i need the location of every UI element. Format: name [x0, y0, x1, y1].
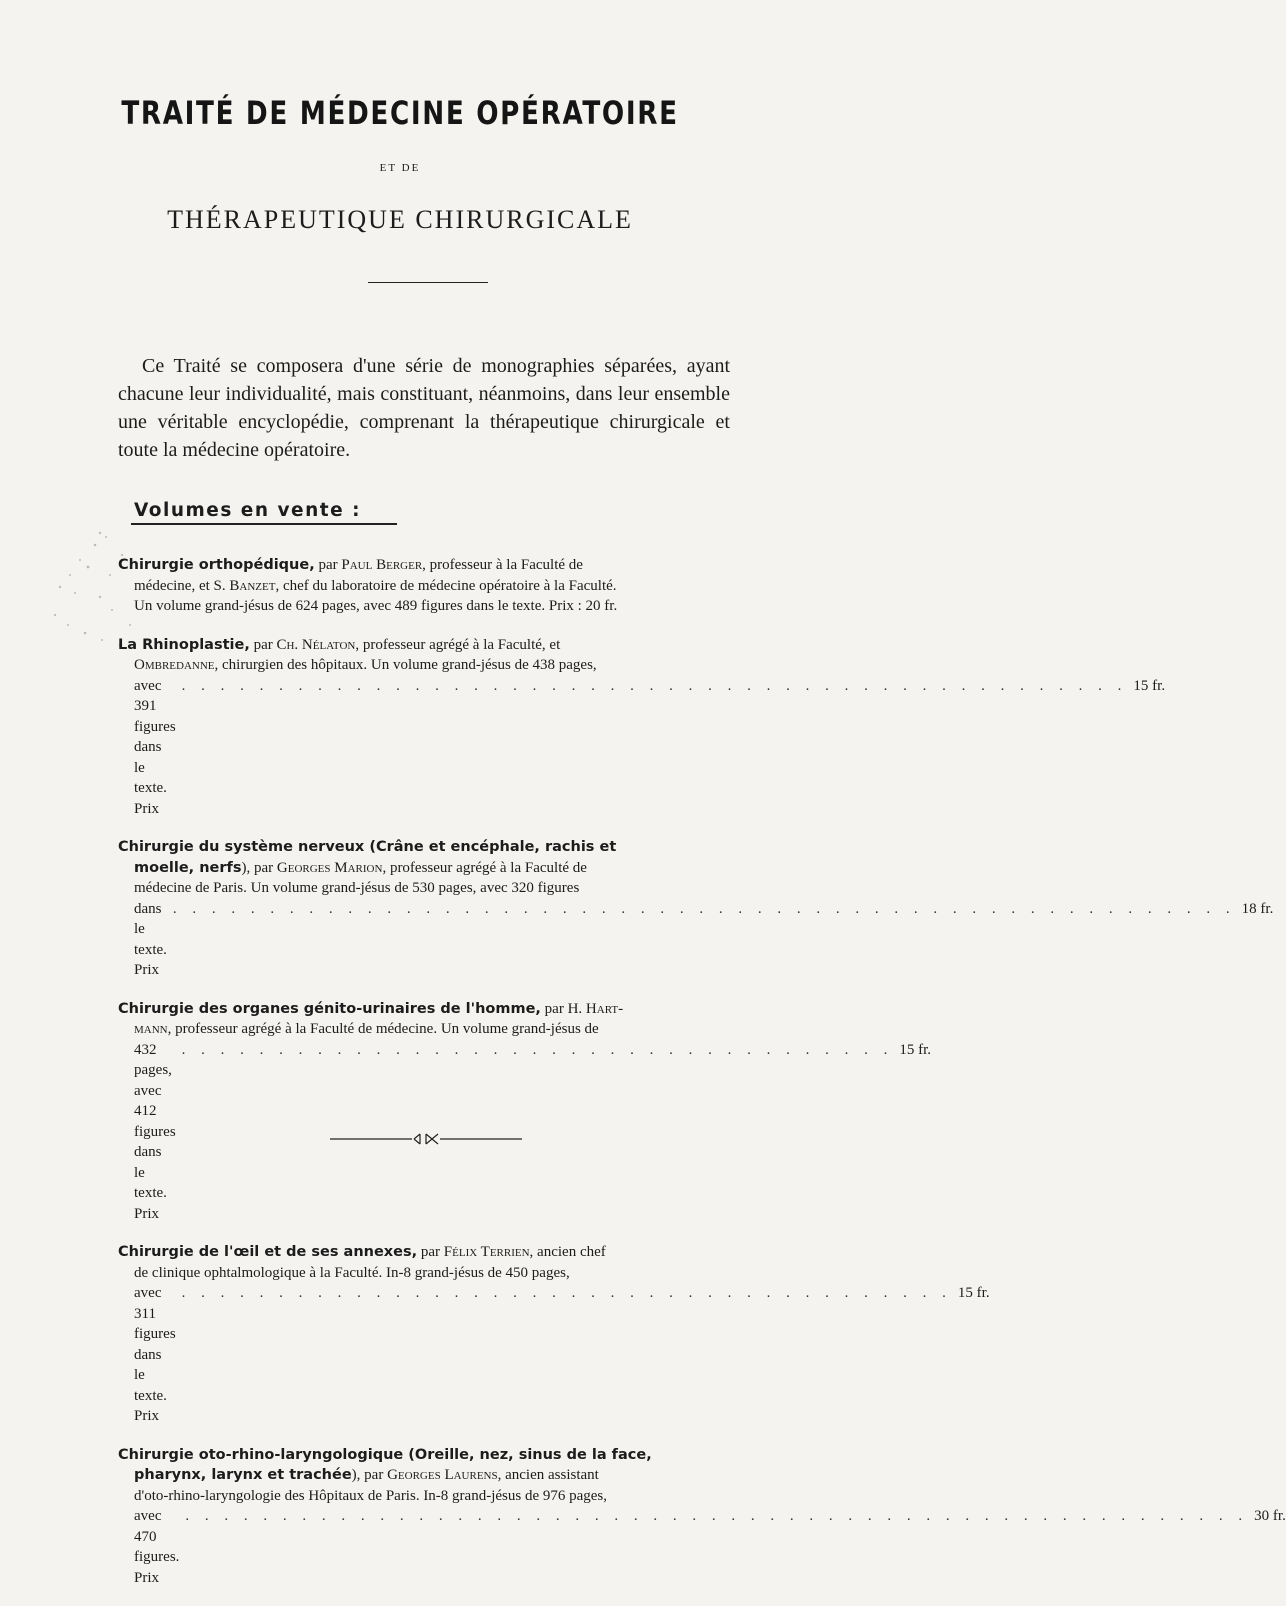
dot-leader: . . . . . . . . . . . . . . . . . . . . . . . . . . . . . . . . . . . . . . . . . . . . . . . . . . . . . . . — [185, 1508, 1249, 1524]
section-heading: Volumes en vente : — [134, 500, 361, 521]
volume-title-continued: moelle, nerfs — [134, 859, 242, 876]
author-name: Ch. Nélaton — [276, 636, 356, 653]
volume-entry — [118, 1445, 1286, 1589]
volume-price: 15 fr. — [957, 1285, 990, 1301]
author-name: Georges Laurens — [387, 1467, 498, 1483]
entry-text: , ancien assistant — [497, 1467, 599, 1483]
title-divider — [368, 282, 488, 283]
volume-price: 15 fr. — [899, 1041, 932, 1058]
volume-entry — [118, 555, 730, 617]
entry-text: par — [417, 1244, 444, 1260]
entry-text: , professeur agrégé à la Faculté de médecine. Un volume grand-jésus de — [167, 1021, 599, 1037]
volume-title: Chirurgie de l'œil et de ses annexes, — [118, 1244, 418, 1260]
author-name: Ombredanne — [134, 657, 215, 673]
volume-entry — [118, 999, 932, 1225]
document-title: TRAITÉ DE MÉDECINE OPÉRATOIRE — [121, 94, 679, 132]
entry-text: , professeur agrégé à la Faculté de — [382, 859, 587, 876]
entry-text: médecine de Paris. Un volume grand-jésus de 530 pages, avec 320 figures — [134, 880, 580, 896]
document-subtitle: THÉRAPEUTIQUE CHIRURGICALE — [167, 205, 633, 234]
dot-leader: . . . . . . . . . . . . . . . . . . . . . . . . . . . . . . . . . . . . . . . . . . . . . . . . . . . . . . . — [172, 900, 1236, 917]
entry-text: avec 470 figures. Prix — [134, 1508, 180, 1586]
entry-text: ), par — [351, 1467, 388, 1483]
entry-text: avec 311 figures dans le texte. Prix — [134, 1285, 176, 1424]
author-name: Banzet — [229, 577, 276, 594]
volume-price: 30 fr. — [1254, 1508, 1286, 1524]
title-connector: ET DE — [379, 162, 421, 174]
author-name: Hart- — [585, 1000, 624, 1017]
entry-text: ), par — [241, 859, 277, 876]
volume-entry — [118, 635, 1166, 820]
closing-ornament — [330, 1133, 522, 1145]
entry-text: par — [249, 636, 277, 653]
entry-text: d'oto-rhino-laryngologie des Hôpitaux de Paris. In-8 grand-jésus de 976 pages, — [134, 1487, 608, 1504]
entry-text: , professeur agrégé à la Faculté, et — [355, 636, 561, 653]
volume-list — [118, 555, 1286, 1606]
author-name: mann — [134, 1021, 168, 1037]
author-name: Félix Terrien — [443, 1244, 530, 1260]
entry-text: , professeur à la Faculté de — [422, 557, 583, 573]
entry-text: par H. — [540, 1000, 586, 1017]
entry-text: de clinique ophtalmologique à la Faculté. In-8 grand-jésus de 450 pages, — [134, 1264, 570, 1281]
entry-text: , chef du laboratoire de médecine opératoire à la Faculté. — [275, 577, 617, 594]
entry-text: médecine, et S. — [134, 577, 230, 594]
volume-title: La Rhinoplastie, — [118, 636, 250, 653]
volume-price: 15 fr. — [1133, 677, 1166, 694]
entry-text: , chirurgien des hôpitaux. Un volume grand-jésus de 438 pages, — [214, 657, 597, 673]
entry-text: , ancien chef — [529, 1244, 606, 1260]
volume-title: Chirurgie orthopédique, — [118, 557, 315, 573]
volume-title: Chirurgie du système nerveux (Crâne et encéphale, rachis et — [118, 839, 617, 855]
entry-text: avec 391 figures dans le texte. Prix — [134, 677, 176, 817]
volume-price: 18 fr. — [1241, 900, 1274, 917]
volume-entry — [118, 837, 1274, 981]
dot-leader: . . . . . . . . . . . . . . . . . . . . . . . . . . . . . . . . . . . . . . . . — [181, 1285, 952, 1301]
author-name: Georges Marion — [276, 859, 383, 876]
author-name: Paul Berger — [341, 557, 423, 573]
volume-entry — [118, 1242, 990, 1427]
dot-leader: . . . . . . . . . . . . . . . . . . . . . . . . . . . . . . . . . . . . . — [181, 1041, 894, 1058]
volume-title: Chirurgie des organes génito-urinaires de l'homme, — [118, 1000, 541, 1017]
volume-title: Chirurgie oto-rhino-laryngologique (Oreille, nez, sinus de la face, — [118, 1446, 652, 1463]
dot-leader: . . . . . . . . . . . . . . . . . . . . . . . . . . . . . . . . . . . . . . . . . . . . . . . . . — [181, 677, 1128, 694]
intro-paragraph: Ce Traité se composera d'une série de monographies séparées, ayant chacune leur individualité, mais constituant, néanmoins, dans leur ensemble une véritable encyclopédie, comprenant la thérapeutique chirurgicale et toute la médecine opératoire. — [118, 355, 730, 461]
entry-text: par — [314, 557, 342, 573]
section-heading-underline — [131, 523, 397, 525]
entry-text: dans le texte. Prix — [134, 900, 167, 978]
volume-title-continued: pharynx, larynx et trachée — [134, 1467, 352, 1483]
entry-text: Un volume grand-jésus de 624 pages, avec 489 figures dans le texte. Prix : 20 fr. — [134, 598, 618, 614]
entry-text: 432 pages, avec 412 figures dans le texte. Prix — [134, 1041, 176, 1222]
